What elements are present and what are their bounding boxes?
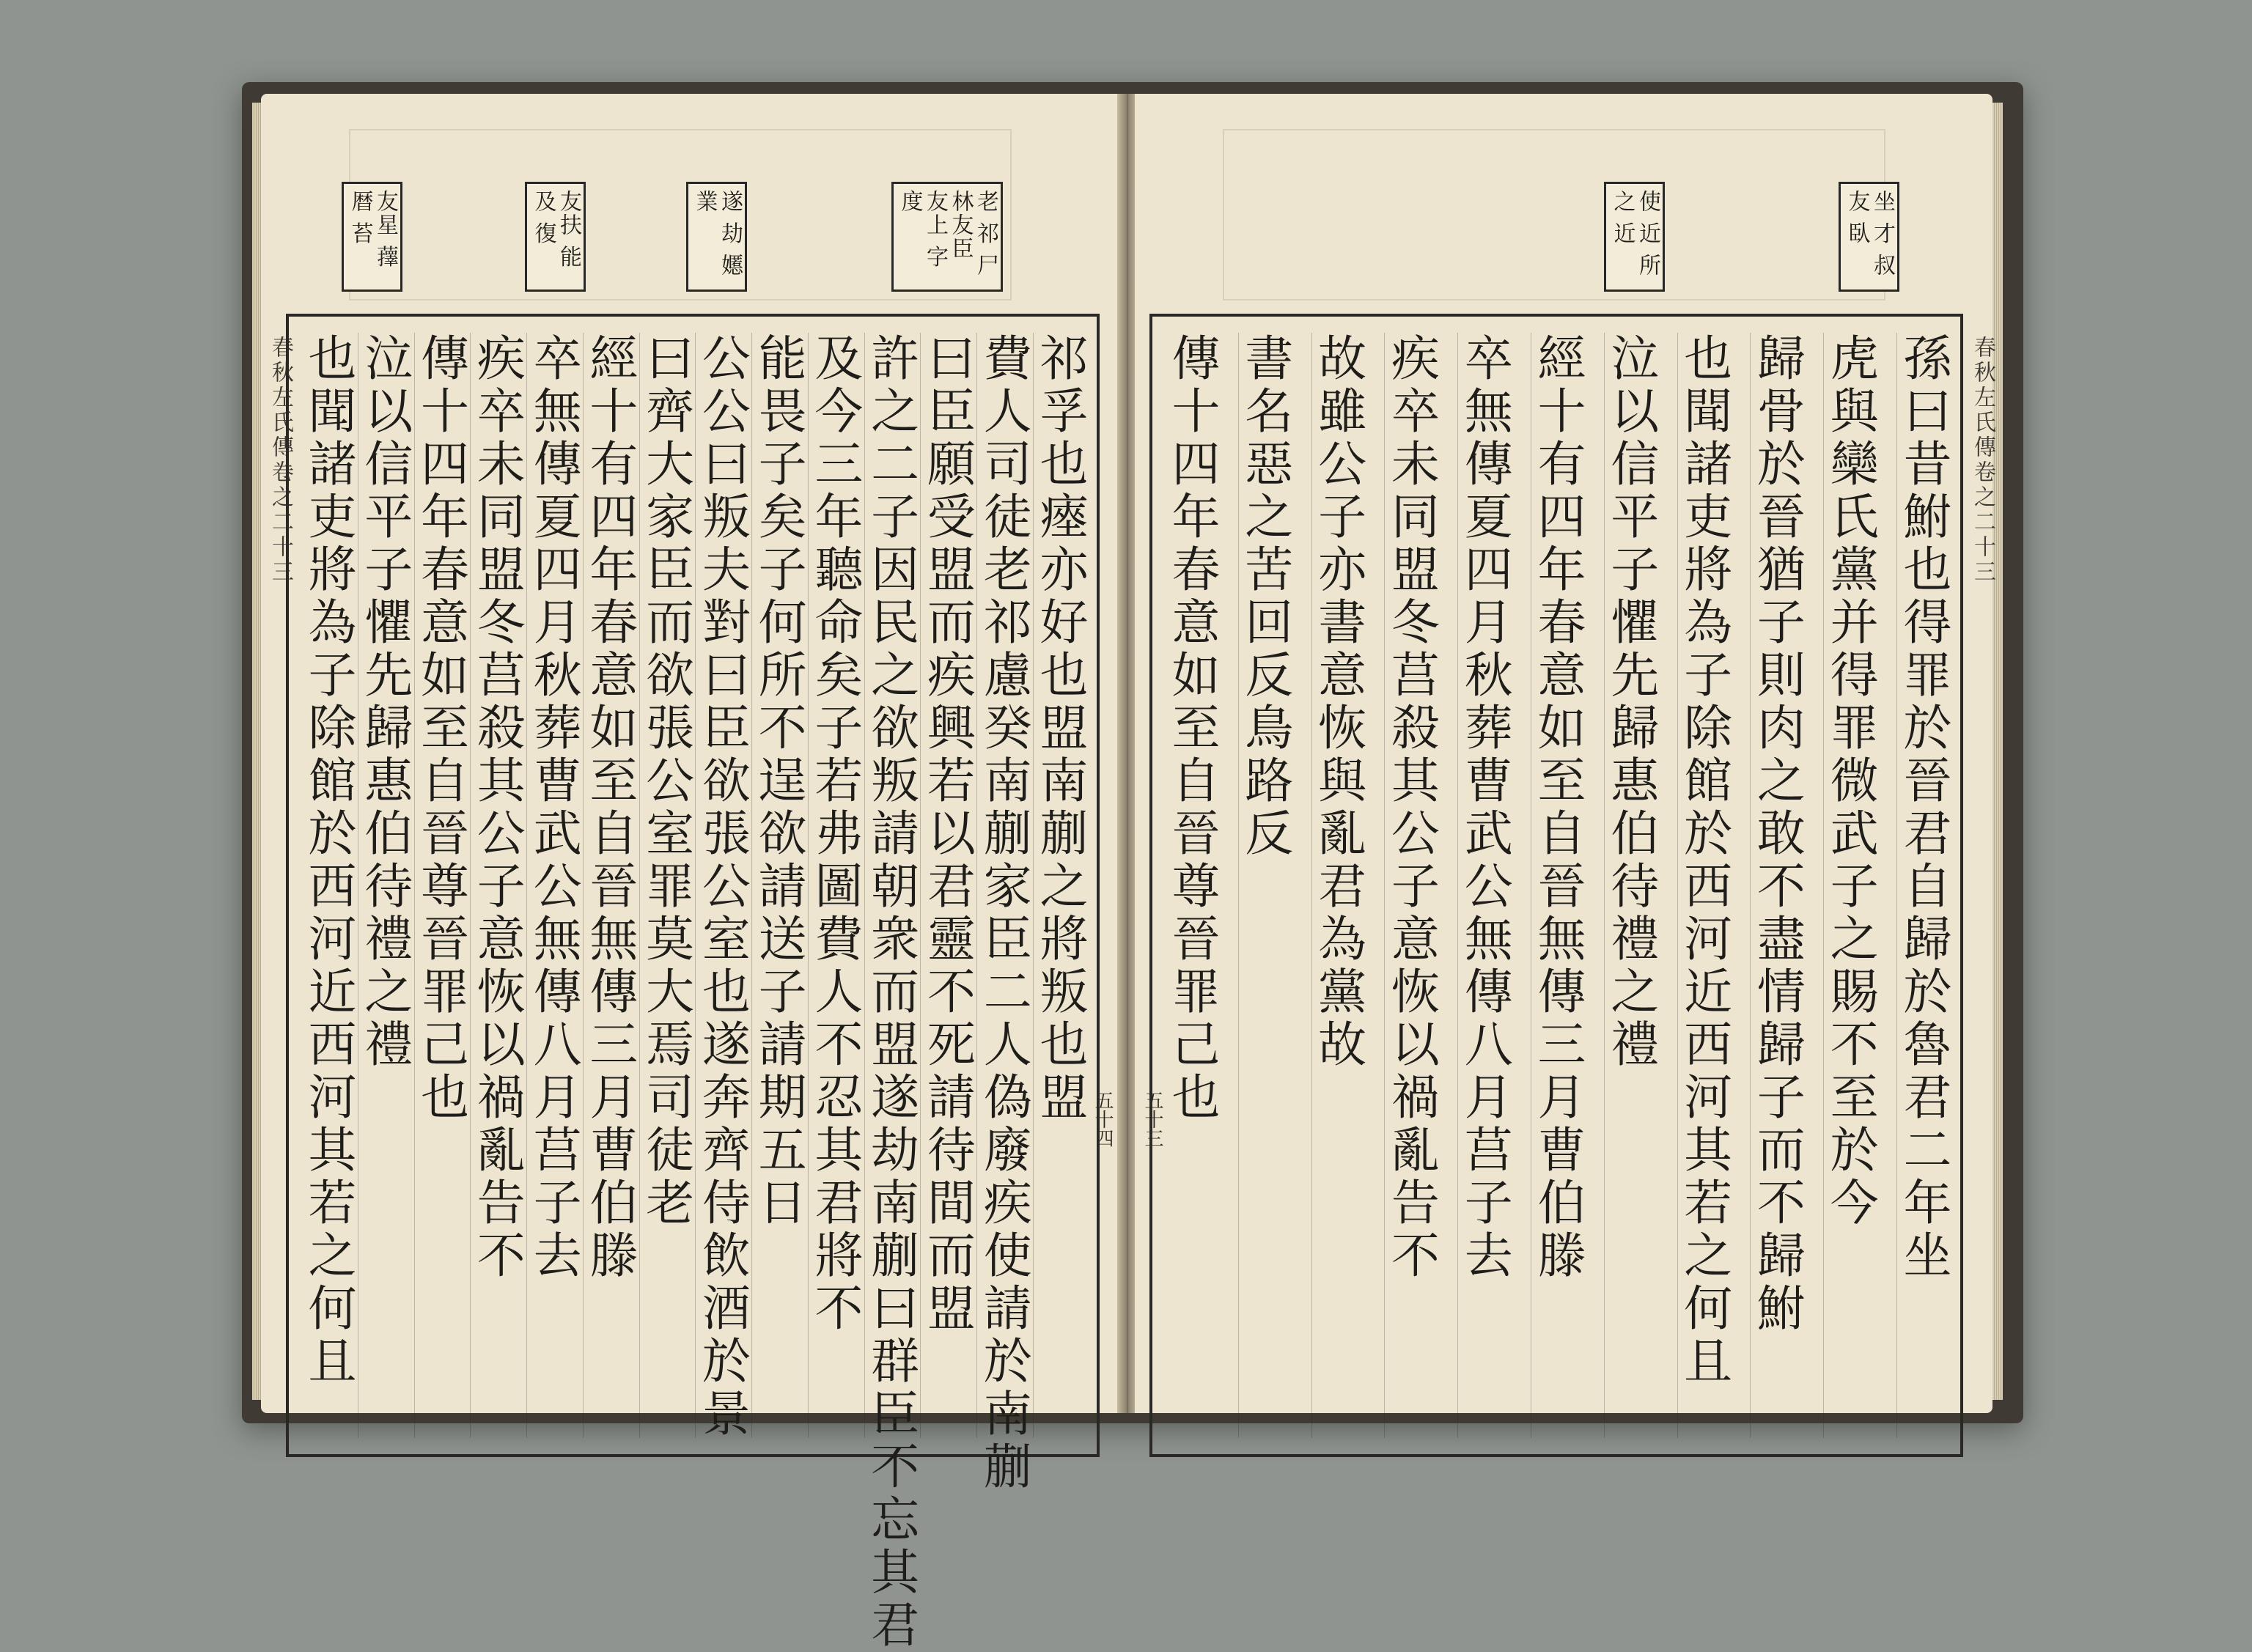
right-header-notes bbox=[1135, 123, 1992, 306]
left-header-notes bbox=[261, 123, 1120, 306]
bleed-through bbox=[1223, 129, 1885, 300]
text-column: 卒無傳夏四月秋葬曹武公無傳八月莒子去 bbox=[1457, 333, 1508, 1438]
text-column: 能畏子矣子何所不逞欲請送子請期五日 bbox=[751, 333, 802, 1438]
margin-title: 春秋左氏傳卷之二十三 bbox=[1970, 336, 1995, 585]
text-column: 祁孚也瘞亦好也盟南蒯之將叛也盟 bbox=[1033, 333, 1083, 1438]
text-column: 曰齊大家臣而欲張公室罪莫大焉司徒老 bbox=[639, 333, 690, 1438]
gloss-box: 友星 蘀 暦 苔 bbox=[342, 182, 402, 292]
text-column: 泣以信平子懼先歸惠伯待禮之禮 bbox=[358, 333, 408, 1438]
text-column: 疾卒未同盟冬莒殺其公子意恢以禍亂告不 bbox=[1384, 333, 1435, 1438]
text-column: 虎與欒氏黨并得罪微武子之賜不至於今 bbox=[1823, 333, 1874, 1438]
text-columns bbox=[1152, 317, 1960, 1454]
gloss-box: 遂 劫 嬺 業 bbox=[686, 182, 747, 292]
gloss-box: 使 近 所 之 近 bbox=[1604, 182, 1665, 292]
margin-title: 春秋左氏傳卷之二十三 bbox=[268, 336, 293, 585]
text-column: 書名惡之苦回反鳥路反 bbox=[1238, 333, 1289, 1438]
text-column: 費人司徒老祁慮癸南蒯家臣二人偽廢疾使請於南蒯 bbox=[975, 333, 1032, 1494]
text-columns bbox=[289, 317, 1097, 1652]
gloss-box: 友扶 能 及 復 bbox=[525, 182, 586, 292]
text-column: 疾卒未同盟冬莒殺其公子意恢以禍亂告不 bbox=[470, 333, 520, 1438]
right-page bbox=[1135, 94, 1995, 1413]
gloss-box: 坐 才 叔 友 臥 bbox=[1839, 182, 1899, 292]
text-column: 卒無傳夏四月秋葬曹武公無傳八月莒子去 bbox=[526, 333, 577, 1438]
text-column: 經十有四年春意如至自晉無傳三月曹伯滕 bbox=[583, 333, 633, 1438]
text-column: 歸骨於晉猶子則肉之敢不盡情歸子而不歸鮒 bbox=[1750, 333, 1800, 1438]
text-column: 傳十四年春意如至自晉尊晉罪己也 bbox=[414, 333, 465, 1438]
text-column: 故雖公子亦書意恢與亂君為黨故 bbox=[1311, 333, 1362, 1438]
left-page bbox=[261, 94, 1120, 1652]
text-column: 曰臣願受盟而疾興若以君靈不死請待間而盟 bbox=[920, 333, 971, 1438]
text-column: 也聞諸吏將為子除館於西河近西河其若之何且 bbox=[1677, 333, 1728, 1438]
text-column: 經十有四年春意如至自晉無傳三月曹伯滕 bbox=[1531, 333, 1581, 1438]
text-column: 孫曰昔鮒也得罪於晉君自歸於魯君二年坐 bbox=[1896, 333, 1947, 1438]
page-number: 五十四 bbox=[1092, 1091, 1114, 1148]
text-column: 許之二子因民之欲叛請朝衆而盟遂劫南蒯曰群臣不忘其君 bbox=[862, 333, 919, 1652]
text-column: 公公曰叛夫對曰臣欲張公室也遂奔齊侍飲酒於景 bbox=[693, 333, 751, 1441]
text-column: 傳十四年春意如至自晉尊晉罪己也 bbox=[1163, 333, 1220, 1124]
gloss-box: 老 祁 尸林友臣 友上 字 度 bbox=[891, 182, 1003, 292]
text-frame bbox=[1149, 314, 1963, 1457]
text-frame bbox=[286, 314, 1100, 1652]
page-number: 五十三 bbox=[1141, 1091, 1163, 1148]
text-column: 泣以信平子懼先歸惠伯待禮之禮 bbox=[1604, 333, 1655, 1438]
text-column: 及今三年聽命矣子若弗圖費人不忍其君將不 bbox=[808, 333, 858, 1438]
text-column: 也聞諸吏將為子除館於西河近西河其若之何且 bbox=[300, 333, 356, 1388]
